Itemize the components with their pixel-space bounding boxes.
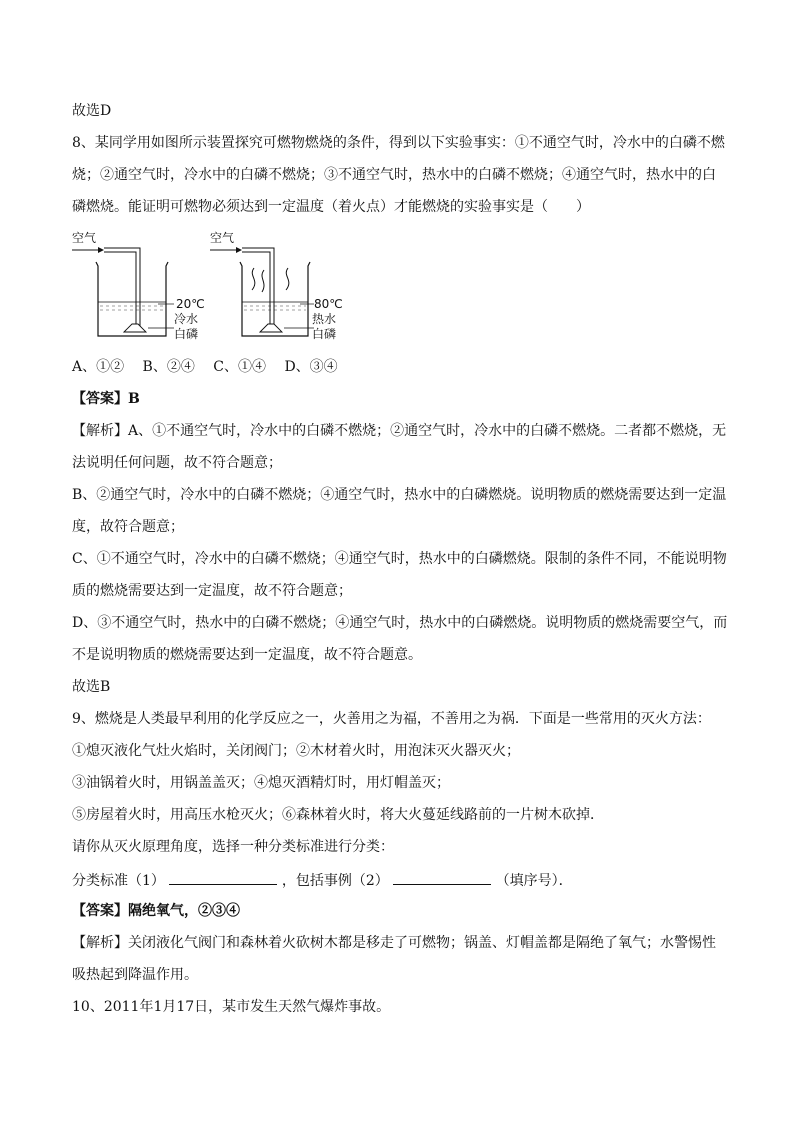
white-phosphorus-right — [260, 324, 282, 332]
phosphorus-label-left: 白磷 — [174, 327, 199, 341]
water-hatch-right — [244, 306, 306, 310]
text-line: 故选B — [72, 679, 111, 695]
question-10-text: 10、2011年1月17日，某市发生天然气爆炸事故。 — [72, 999, 391, 1015]
blank-2 — [393, 870, 491, 885]
arrow-head-icon — [98, 247, 104, 253]
air-label-right: 空气 — [210, 231, 235, 245]
classification-label: 分类标准（1） — [72, 873, 165, 889]
answer-9: 【答案】隔绝氧气，②③④ — [72, 903, 240, 919]
fill-hint: （填序号）． — [495, 873, 573, 889]
analysis-8: D、③不通空气时，热水中的白磷不燃烧；④通空气时，热水中的白磷燃烧。说明物质的燃烧需要空气，而 — [72, 615, 728, 631]
analysis-8: 【解析】A、①不通空气时，冷水中的白磷不燃烧；②通空气时，冷水中的白磷不燃烧。二者都不燃烧，无 — [72, 423, 727, 439]
phosphorus-label-right: 白磷 — [312, 327, 337, 341]
analysis-9: 【解析】关闭液化气阀门和森林着火砍树木都是移走了可燃物；锅盖、灯帽盖都是隔绝了氧气；水警惕性 — [72, 935, 716, 951]
analysis-9: 吸热起到降温作用。 — [72, 967, 198, 983]
question-9-text: 9、燃烧是人类最早利用的化学反应之一，火善用之为福，不善用之为祸．下面是一些常用的灭火方法： — [72, 711, 711, 727]
question-9-text: 请你从灭火原理角度，选择一种分类标准进行分类： — [72, 839, 394, 855]
analysis-8: 质的燃烧需要达到一定温度，故不符合题意； — [72, 583, 352, 599]
analysis-8: 不是说明物质的燃烧需要达到一定温度，故不符合题意。 — [72, 647, 422, 663]
air-tube-right — [242, 248, 274, 326]
question-9-text: ①熄灭液化气灶火焰时，关闭阀门；②木材着火时，用泡沫灭火器灭火； — [72, 743, 520, 759]
question-8-text: 磷燃烧。能证明可燃物必须达到一定温度（着火点）才能燃烧的实验事实是（ ） — [72, 199, 590, 215]
answer-8: 【答案】B — [72, 391, 140, 407]
question-8-text: 烧；②通空气时，冷水中的白磷不燃烧；③不通空气时，热水中的白磷不燃烧；④通空气时，热水中的白 — [72, 167, 716, 183]
question-9-fill-line — [72, 870, 573, 890]
temp-label-right: 80℃ — [314, 297, 343, 311]
arrow-head-icon — [236, 247, 242, 253]
question-9-text: ③油锅着火时，用锅盖盖灭；④熄灭酒精灯时，用灯帽盖灭； — [72, 775, 450, 791]
air-tube-left — [104, 248, 140, 326]
analysis-8: C、①不通空气时，冷水中的白磷不燃烧；④通空气时，热水中的白磷燃烧。限制的条件不同，不能说明物 — [72, 551, 727, 567]
question-9-text: ⑤房屋着火时，用高压水枪灭火；⑥森林着火时，将大火蔓延线路前的一片树木砍掉． — [72, 807, 604, 823]
text-line: 故选D — [72, 103, 112, 119]
white-phosphorus-left — [124, 324, 146, 332]
air-label-left: 空气 — [72, 231, 97, 245]
question-8-text: 8、某同学用如图所示装置探究可燃物燃烧的条件，得到以下实验事实：①不通空气时，冷水中的白磷不燃 — [72, 135, 725, 151]
analysis-8: 度，故符合题意； — [72, 519, 184, 535]
answer-options: A、①② B、②④ C、①④ D、③④ — [72, 359, 338, 375]
water-hatch-left — [100, 306, 164, 310]
water-label-right: 热水 — [312, 312, 337, 326]
temp-label-left: 20℃ — [176, 297, 205, 311]
experiment-figure — [68, 228, 368, 346]
examples-label: ，包括事例（2） — [281, 873, 389, 889]
water-label-left: 冷水 — [174, 312, 199, 326]
analysis-8: B、②通空气时，冷水中的白磷不燃烧；④通空气时，热水中的白磷燃烧。说明物质的燃烧需要达到一定温 — [72, 487, 727, 503]
blank-1 — [169, 870, 277, 885]
analysis-8: 法说明任何问题，故不符合题意； — [72, 455, 282, 471]
